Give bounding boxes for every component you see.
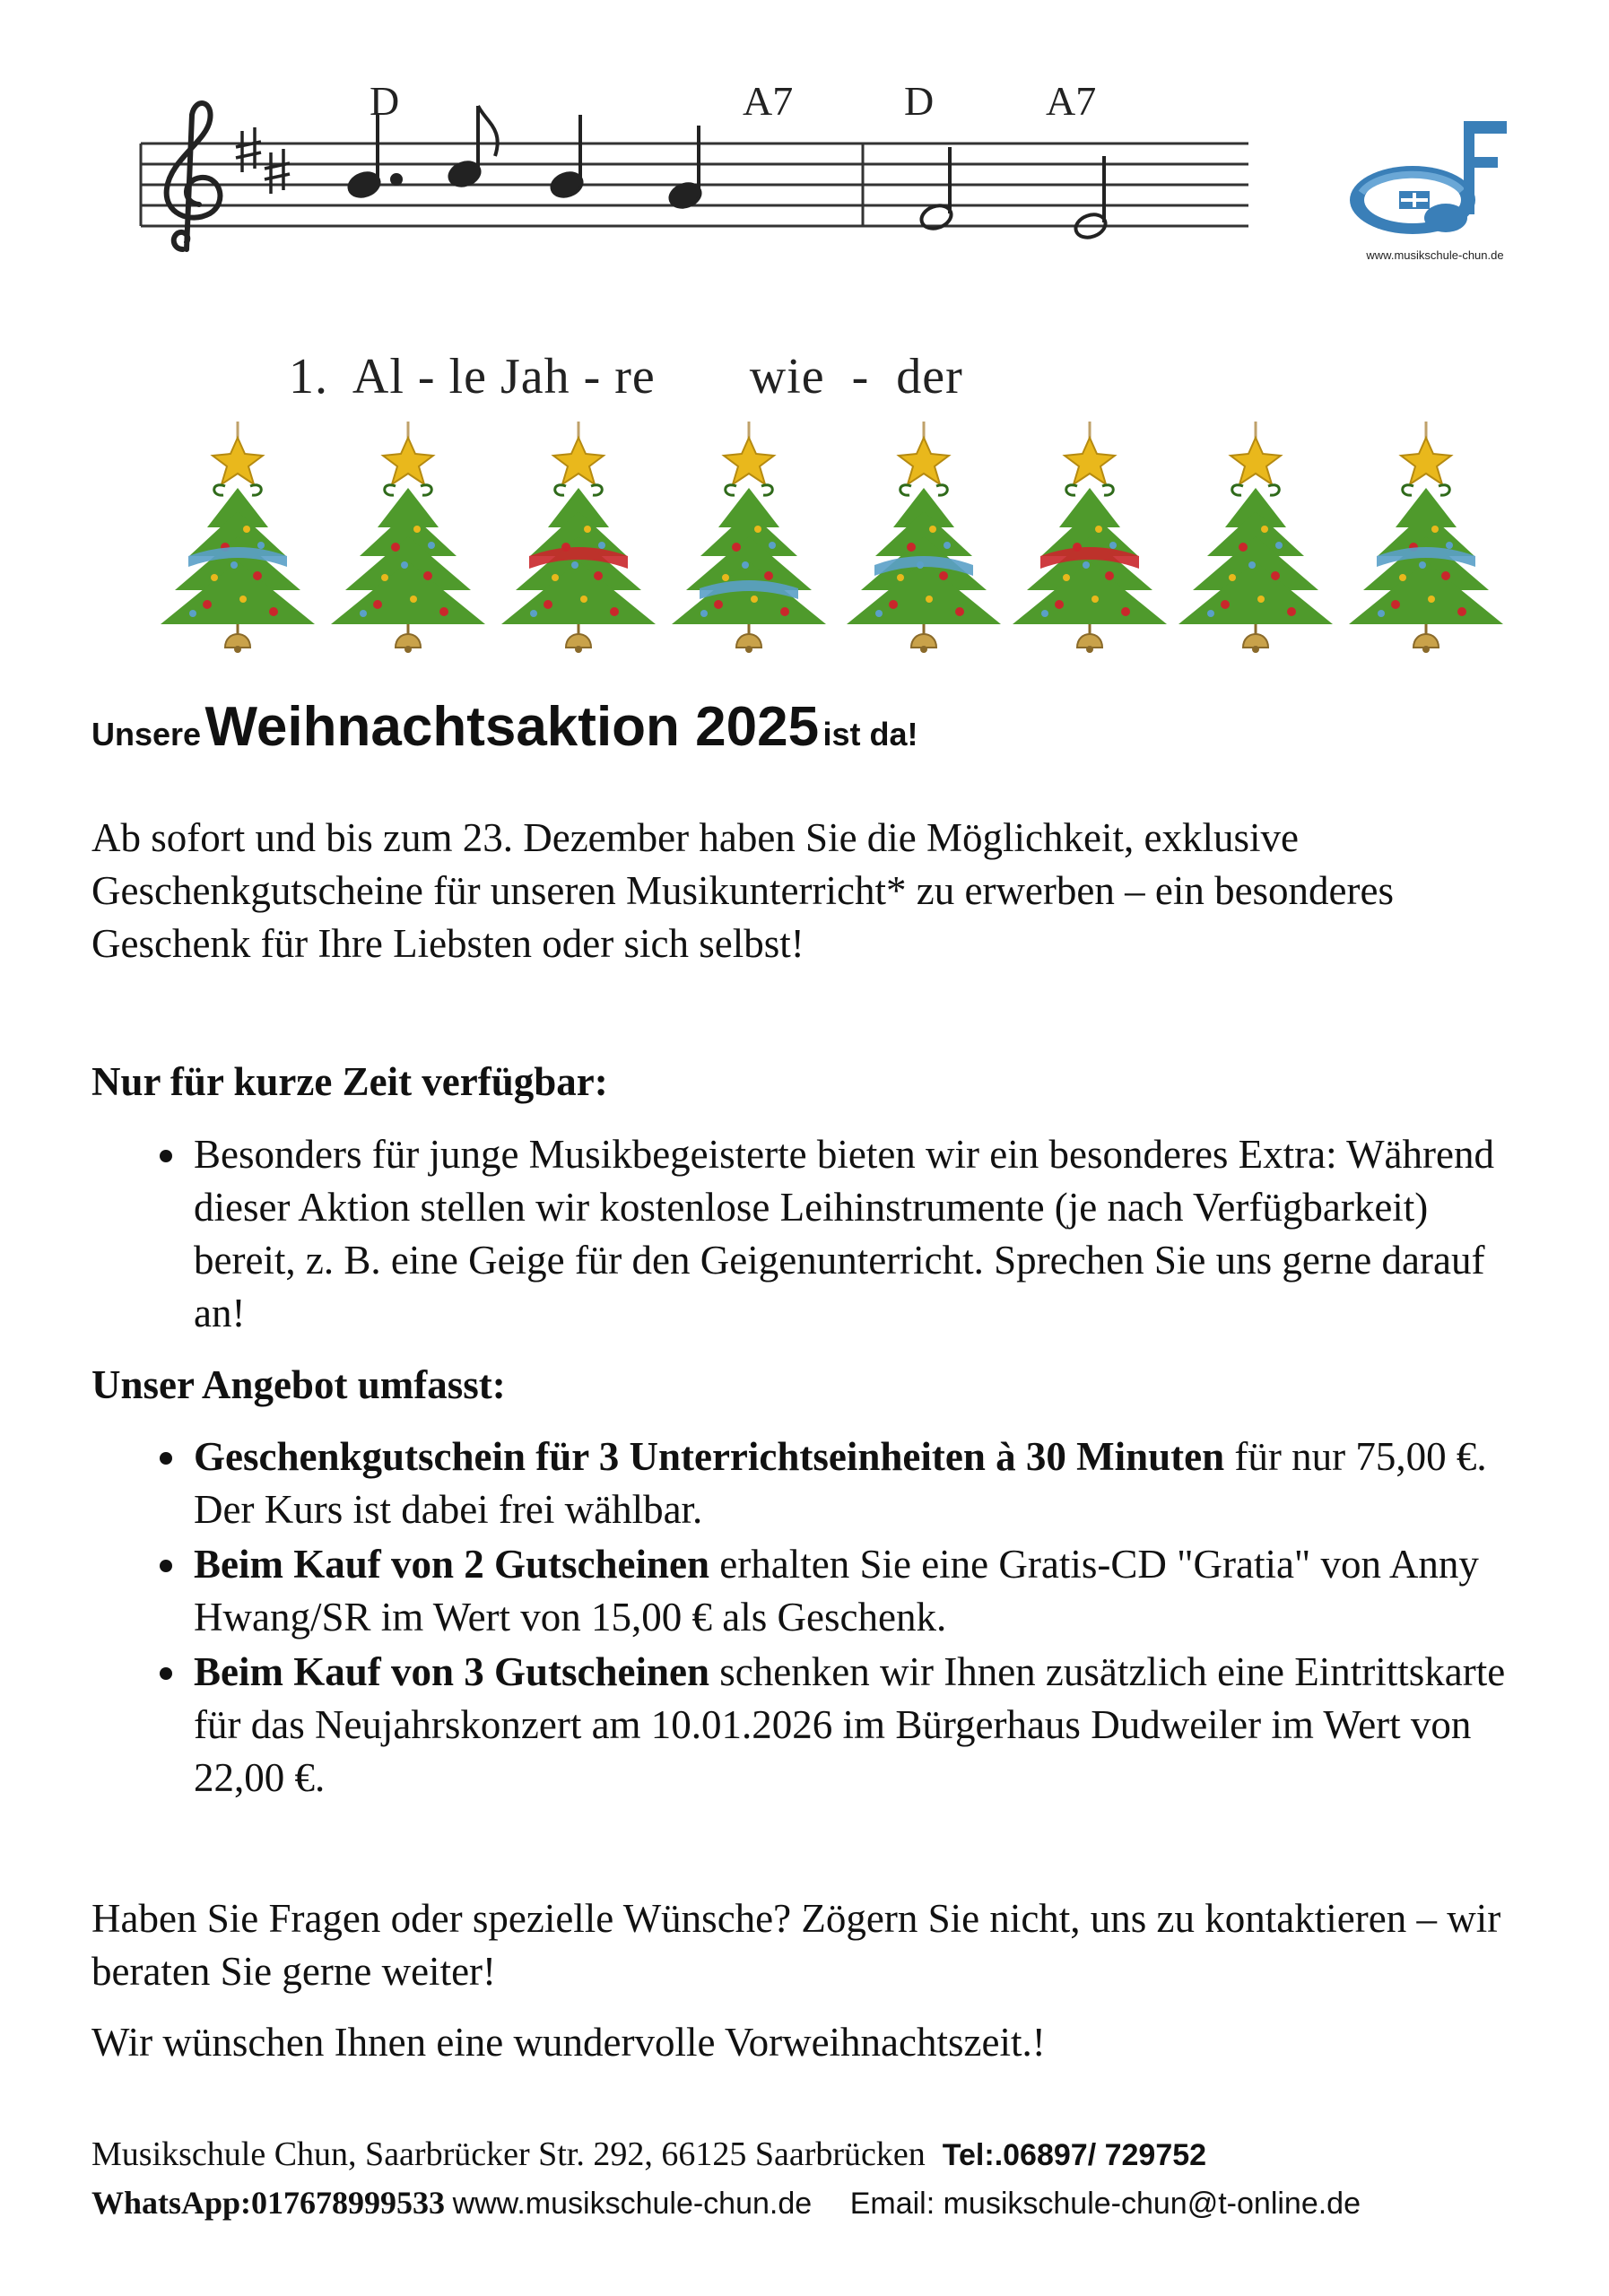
- music-notation: [127, 78, 1293, 404]
- offer-text: für nur 75,00 €. Der Kurs ist dabei frei wählbar.: [194, 1434, 1487, 1532]
- footer-address: Musikschule Chun, Saarbrücker Str. 292, 66125 Saarbrücken: [91, 2135, 926, 2173]
- short-time-list: [135, 1128, 1534, 1342]
- list-item: [135, 1431, 1534, 1536]
- list-item-text: Besonders für junge Musikbegeisterte bieten wir ein besonderes Extra: Während dieser Aktion stellen wir kostenlose Leihinstrumente (je nach Verfügbarkeit) bereit, z. B. eine Geige für den Geigenunterricht. Sprechen Sie uns gerne darauf an!: [194, 1132, 1494, 1335]
- footer-email-link[interactable]: Email: musikschule-chun@t-online.de: [849, 2187, 1361, 2221]
- footer-address-line: [91, 2135, 1206, 2174]
- bullet-icon: [160, 1150, 172, 1162]
- logo-icon: [1345, 112, 1525, 247]
- footer-phone[interactable]: Tel:.06897/ 729752: [942, 2138, 1207, 2172]
- list-item: [135, 1538, 1534, 1644]
- intro-paragraph: Ab sofort und bis zum 23. Dezember haben Sie die Möglichkeit, exklusive Geschenkgutscheine für unseren Musikunterricht* zu erwerben – ein besonderes Geschenk für Ihre Liebsten oder sich selbst!: [91, 815, 1394, 966]
- list-item: [135, 1128, 1534, 1340]
- christmas-tree-icons: [152, 422, 1516, 664]
- list-item: [135, 1646, 1534, 1805]
- offer-highlight: Beim Kauf von 3 Gutscheinen: [194, 1649, 710, 1694]
- chord-label: D: [904, 78, 935, 124]
- bullet-icon: [160, 1560, 172, 1572]
- chord-label: A7: [743, 78, 794, 124]
- offer-highlight: Beim Kauf von 2 Gutscheinen: [194, 1542, 710, 1587]
- section-heading-offer: Unser Angebot umfasst:: [91, 1362, 506, 1407]
- school-logo: [1345, 112, 1525, 265]
- headline-title: Weihnachtsaktion 2025: [204, 696, 820, 758]
- music-staff-graphic: [127, 79, 1293, 375]
- headline-suffix: ist da!: [822, 716, 918, 752]
- logo-url: www.musikschule-chun.de: [1366, 248, 1504, 262]
- chord-label: A7: [1046, 78, 1097, 124]
- page-headline: [91, 695, 918, 759]
- offer-highlight: Geschenkgutschein für 3 Unterrichtseinheiten à 30 Minuten: [194, 1434, 1225, 1479]
- footer-whatsapp[interactable]: WhatsApp:017678999533: [91, 2185, 446, 2221]
- wish-paragraph: Wir wünschen Ihnen eine wundervolle Vorweihnachtszeit.!: [91, 2020, 1046, 2065]
- footer-contact-line: [91, 2184, 1361, 2222]
- offer-text: erhalten Sie eine Gratis-CD "Gratia" von Anny Hwang/SR im Wert von 15,00 € als Geschenk.: [194, 1542, 1479, 1639]
- bullet-icon: [160, 1667, 172, 1680]
- footer-website-link[interactable]: www.musikschule-chun.de: [452, 2187, 813, 2221]
- song-lyrics: 1. Al - le Jah - re wie - der: [289, 349, 963, 404]
- offer-text: schenken wir Ihnen zusätzlich eine Eintrittskarte für das Neujahrskonzert am 10.01.2026 im Bürgerhaus Dudweiler im Wert von 22,00 €.: [194, 1649, 1506, 1800]
- christmas-trees-banner: [152, 422, 1516, 664]
- chord-label: D: [370, 78, 400, 124]
- offer-list: [135, 1431, 1534, 1806]
- bullet-icon: [160, 1452, 172, 1465]
- headline-prefix: Unsere: [91, 716, 202, 752]
- questions-paragraph: Haben Sie Fragen oder spezielle Wünsche? Zögern Sie nicht, uns zu kontaktieren – wir beraten Sie gerne weiter!: [91, 1896, 1501, 1994]
- section-heading-short-time: Nur für kurze Zeit verfügbar:: [91, 1059, 608, 1104]
